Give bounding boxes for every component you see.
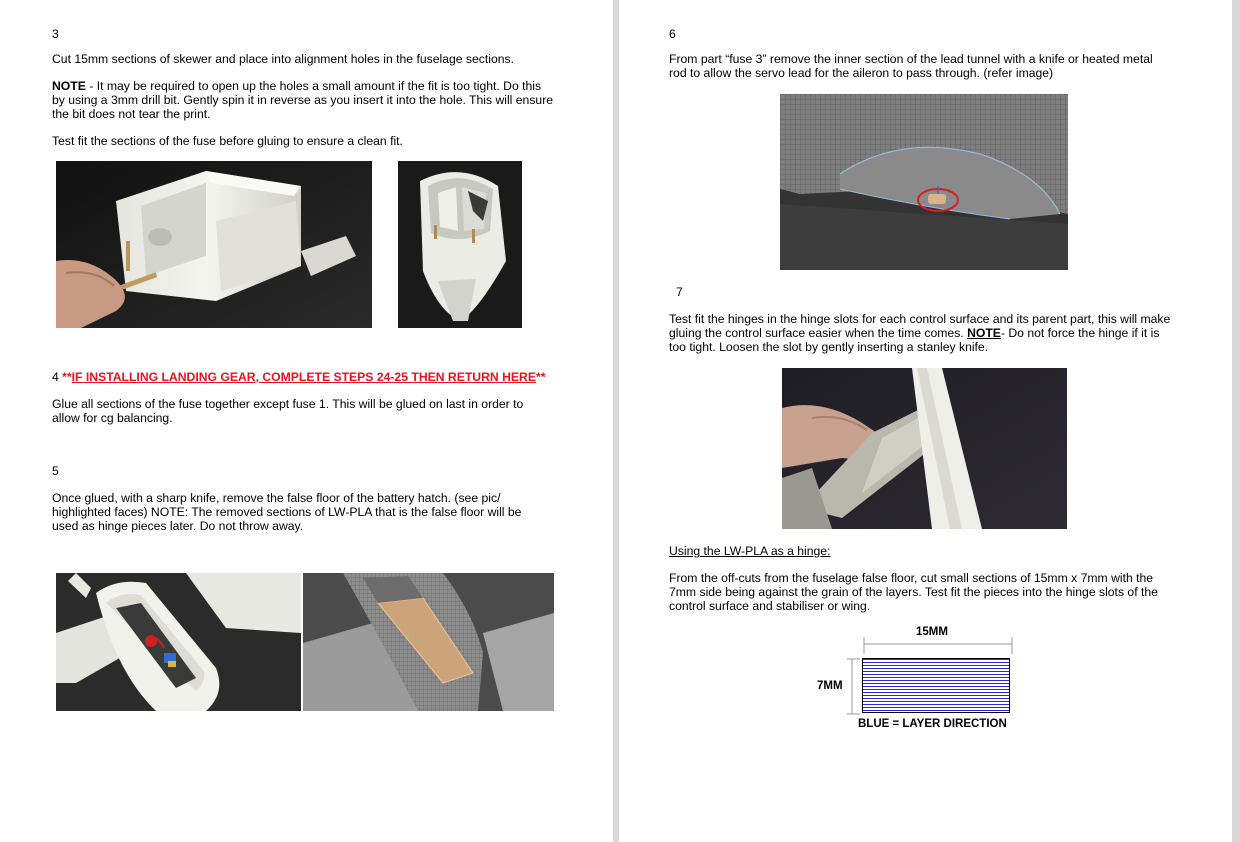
- step-3-note-line-3: the bit does not tear the print.: [52, 107, 211, 121]
- step-5-line-3: used as hinge pieces later. Do not throw away.: [52, 519, 304, 533]
- diagram-height-label: 7MM: [817, 680, 843, 692]
- step-3-instruction: Cut 15mm sections of skewer and place into alignment holes in the fuselage sections.: [52, 52, 515, 66]
- step-7-line-2b: - Do not force the hinge if it is: [1000, 326, 1160, 340]
- step-3-test-fit: Test fit the sections of the fuse before gluing to ensure a clean fit.: [52, 134, 403, 148]
- step-4-line-1: Glue all sections of the fuse together except fuse 1. This will be glued on last in order to: [52, 397, 524, 411]
- step-6-line-1: From part “fuse 3” remove the inner section of the lead tunnel with a knife or heated metal: [669, 52, 1153, 66]
- hinge-piece-rectangle: [862, 658, 1010, 713]
- step-4-heading: [52, 370, 545, 384]
- render-lead-tunnel: [780, 94, 1068, 270]
- warning-stars-close: **: [535, 370, 546, 384]
- landing-gear-warning: IF INSTALLING LANDING GEAR, COMPLETE STEPS 24-25 THEN RETURN HERE: [71, 370, 536, 384]
- step-7-line-2: [669, 326, 1159, 340]
- step-7-line-2a: gluing the control surface easier when the time comes.: [669, 326, 968, 340]
- step-6-number: 6: [669, 27, 676, 41]
- diagram-caption: BLUE = LAYER DIRECTION: [858, 718, 1007, 730]
- warning-stars-open: **: [62, 370, 72, 384]
- hinge-section-heading: Using the LW-PLA as a hinge:: [669, 544, 831, 558]
- note-text: - It may be required to open up the holes a small amount if the fit is too tight. Do this: [85, 79, 542, 93]
- step-4-line-2: allow for cg balancing.: [52, 411, 173, 425]
- step-3-note-line-1: [52, 79, 541, 93]
- photo-fuselage-alignment: [56, 161, 372, 328]
- step-5-number: 5: [52, 464, 59, 478]
- step-4-number: 4: [52, 370, 59, 384]
- note-label: NOTE: [52, 79, 86, 93]
- photo-battery-hatch: [56, 573, 301, 711]
- document-page-right: [619, 0, 1232, 842]
- step-5-line-1: Once glued, with a sharp knife, remove the false floor of the battery hatch. (see pic/: [52, 491, 501, 505]
- note-label: NOTE: [967, 326, 1001, 340]
- step-3-note-line-2: by using a 3mm drill bit. Gently spin it in reverse as you insert it into the hole. This will ensure: [52, 93, 554, 107]
- hinge-line-3: control surface and stabiliser or wing.: [669, 599, 871, 613]
- hinge-line-1: From the off-cuts from the fuselage false floor, cut small sections of 15mm x 7mm with the: [669, 571, 1154, 585]
- step-7-line-3: too tight. Loosen the slot by gently inserting a stanley knife.: [669, 340, 989, 354]
- step-5-line-2: highlighted faces) NOTE: The removed sections of LW-PLA that is the false floor will be: [52, 505, 522, 519]
- step-7-line-1: Test fit the hinges in the hinge slots for each control surface and its parent part, this will make: [669, 312, 1171, 326]
- step-3-number: 3: [52, 27, 59, 41]
- render-battery-hatch-highlight: [303, 573, 554, 711]
- hinge-line-2: 7mm side being against the grain of the layers. Test fit the pieces into the hinge slots of the: [669, 585, 1158, 599]
- photo-fuselage-section-top: [398, 161, 522, 328]
- diagram-width-label: 15MM: [916, 626, 948, 638]
- step-6-line-2: rod to allow the servo lead for the aileron to pass through. (refer image): [669, 66, 1054, 80]
- step-7-number: 7: [676, 285, 683, 299]
- document-page-left: [0, 0, 613, 842]
- photo-hinge-test-fit: [782, 368, 1067, 529]
